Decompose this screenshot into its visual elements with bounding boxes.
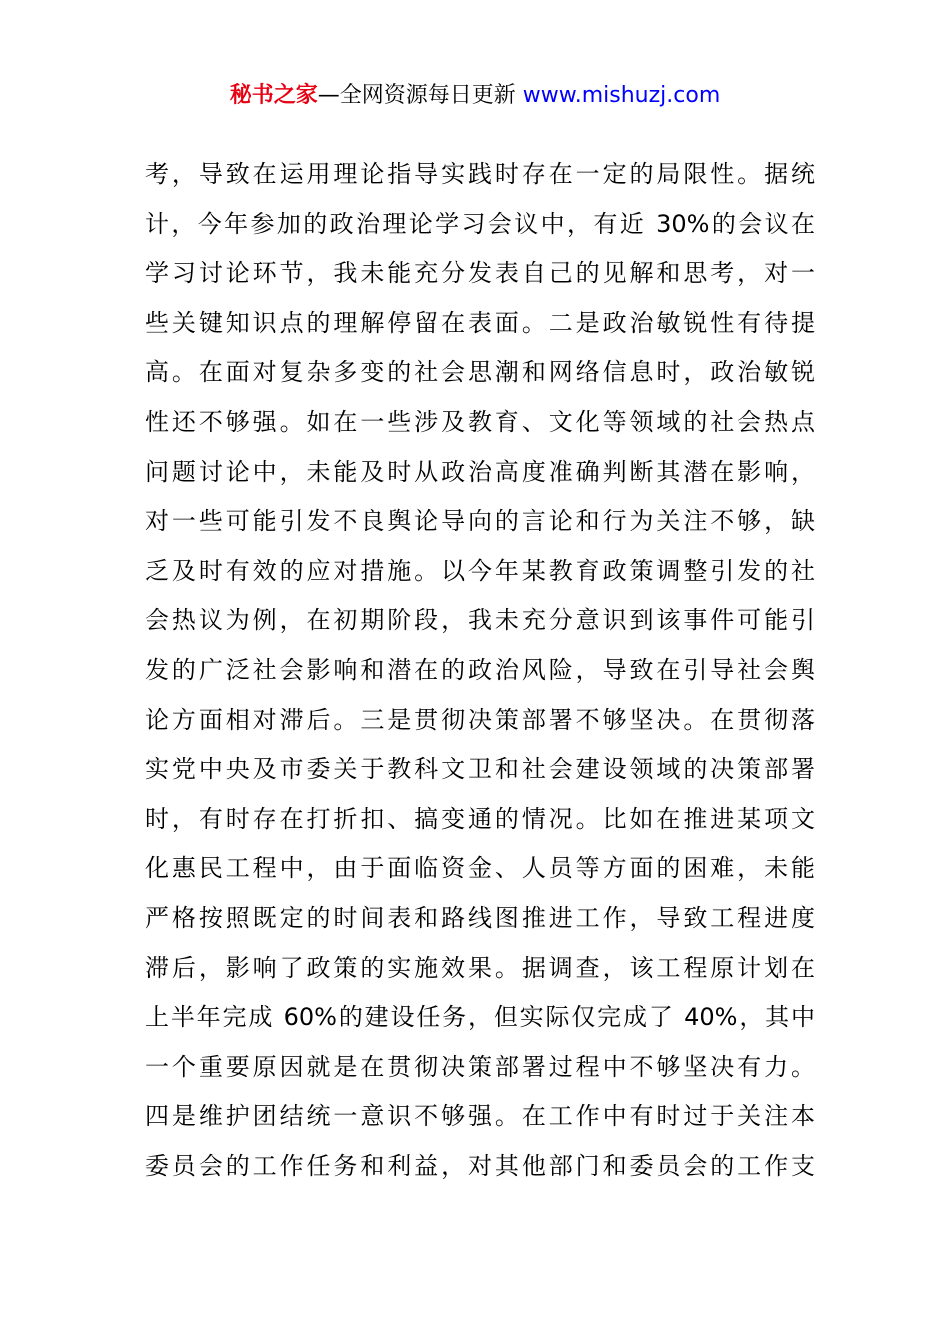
text-line: 论方面相对滞后。三是贯彻决策部署不够坚决。在贯彻落 — [145, 705, 815, 734]
text-line: 委员会的工作任务和利益，对其他部门和委员会的工作支 — [145, 1151, 815, 1180]
text-line: 对一些可能引发不良舆论导向的言论和行为关注不够，缺 — [145, 507, 815, 536]
text-line: 高。在面对复杂多变的社会思潮和网络信息时，政治敏锐 — [145, 358, 815, 387]
text-line: 化惠民工程中，由于面临资金、人员等方面的困难，未能 — [145, 854, 815, 883]
text-line: 考，导致在运用理论指导实践时存在一定的局限性。据统 — [145, 160, 815, 188]
document-body — [145, 150, 815, 1191]
text-line: 乏及时有效的应对措施。以今年某教育政策调整引发的社 — [145, 556, 815, 585]
text-line: 会热议为例，在初期阶段，我未充分意识到该事件可能引 — [145, 606, 815, 635]
header-url-link[interactable]: www.mishuzj.com — [522, 83, 721, 108]
page-header — [0, 80, 950, 112]
text-line: 学习讨论环节，我未能充分发表自己的见解和思考，对一 — [145, 259, 815, 288]
text-line: 上半年完成 60%的建设任务，但实际仅完成了 40%，其中 — [145, 1003, 815, 1032]
header-tagline: —全网资源每日更新 — [317, 83, 523, 108]
text-line: 四是维护团结统一意识不够强。在工作中有时过于关注本 — [145, 1102, 815, 1131]
text-line: 发的广泛社会影响和潜在的政治风险，导致在引导社会舆 — [145, 655, 815, 684]
text-line: 性还不够强。如在一些涉及教育、文化等领域的社会热点 — [145, 407, 815, 436]
text-line: 时，有时存在打折扣、搞变通的情况。比如在推进某项文 — [145, 804, 815, 833]
text-line: 些关键知识点的理解停留在表面。二是政治敏锐性有待提 — [145, 308, 815, 337]
text-line: 一个重要原因就是在贯彻决策部署过程中不够坚决有力。 — [145, 1052, 815, 1081]
text-line: 问题讨论中，未能及时从政治高度准确判断其潜在影响， — [145, 457, 815, 486]
text-line: 滞后，影响了政策的实施效果。据调查，该工程原计划在 — [145, 953, 815, 982]
text-line: 计，今年参加的政治理论学习会议中，有近 30%的会议在 — [145, 209, 815, 238]
text-line: 实党中央及市委关于教科文卫和社会建设领域的决策部署 — [145, 755, 815, 784]
header-brand: 秘书之家 — [229, 83, 318, 108]
text-line: 严格按照既定的时间表和路线图推进工作，导致工程进度 — [145, 903, 815, 932]
